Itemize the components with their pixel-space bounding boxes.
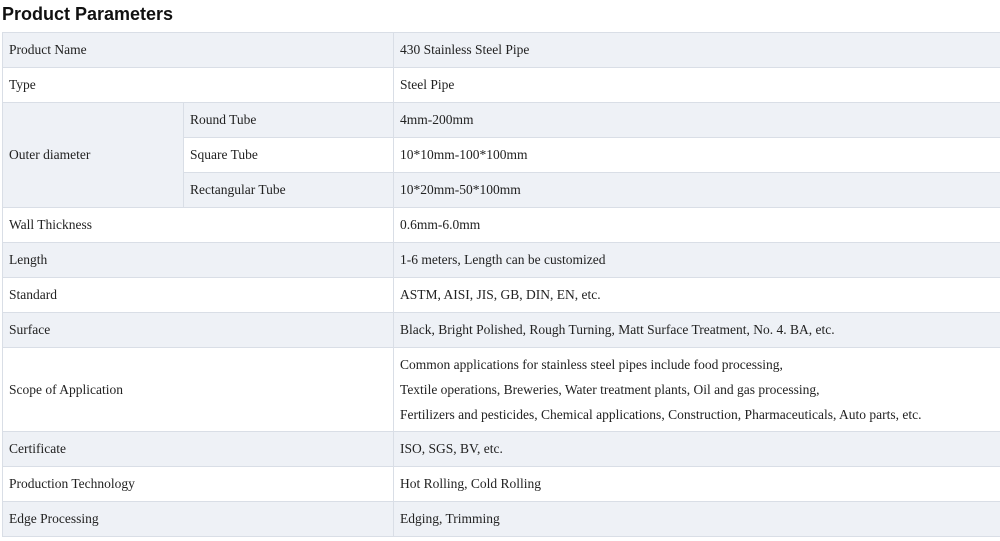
table-row-edge-processing xyxy=(3,502,1000,537)
table-row-wall-thickness xyxy=(3,208,1000,243)
param-value: 4mm-200mm xyxy=(394,103,1000,138)
scope-line: Common applications for stainless steel pipes include food processing, xyxy=(400,357,783,372)
param-value: Hot Rolling, Cold Rolling xyxy=(394,467,1000,502)
param-sublabel: Rectangular Tube xyxy=(184,173,394,208)
table-row-surface xyxy=(3,313,1000,348)
param-label: Product Name xyxy=(3,33,394,68)
param-value: Black, Bright Polished, Rough Turning, Matt Surface Treatment, No. 4. BA, etc. xyxy=(394,313,1000,348)
param-label: Length xyxy=(3,243,394,278)
param-label: Surface xyxy=(3,313,394,348)
param-value-multiline xyxy=(394,348,1000,432)
param-label-outer-diameter: Outer diameter xyxy=(3,103,184,208)
param-value: Edging, Trimming xyxy=(394,502,1000,537)
param-value: 0.6mm-6.0mm xyxy=(394,208,1000,243)
param-value: 430 Stainless Steel Pipe xyxy=(394,33,1000,68)
param-label: Standard xyxy=(3,278,394,313)
table-row-type xyxy=(3,68,1000,103)
param-label: Type xyxy=(3,68,394,103)
param-value: 1-6 meters, Length can be customized xyxy=(394,243,1000,278)
table-row-scope xyxy=(3,348,1000,432)
param-value: 10*20mm-50*100mm xyxy=(394,173,1000,208)
param-label: Edge Processing xyxy=(3,502,394,537)
param-label: Certificate xyxy=(3,432,394,467)
table-row-certificate xyxy=(3,432,1000,467)
param-value: ASTM, AISI, JIS, GB, DIN, EN, etc. xyxy=(394,278,1000,313)
scope-line: Fertilizers and pesticides, Chemical applications, Construction, Pharmaceuticals, Auto parts, etc. xyxy=(400,407,922,422)
param-label: Wall Thickness xyxy=(3,208,394,243)
param-value: 10*10mm-100*100mm xyxy=(394,138,1000,173)
table-row-standard xyxy=(3,278,1000,313)
param-sublabel: Square Tube xyxy=(184,138,394,173)
product-parameters-table xyxy=(2,32,1000,537)
param-label: Production Technology xyxy=(3,467,394,502)
table-row-product-name xyxy=(3,33,1000,68)
param-value: ISO, SGS, BV, etc. xyxy=(394,432,1000,467)
param-label: Scope of Application xyxy=(3,348,394,432)
table-row-round-tube xyxy=(3,103,1000,138)
page-title: Product Parameters xyxy=(2,4,174,24)
param-sublabel: Round Tube xyxy=(184,103,394,138)
table-row-production-technology xyxy=(3,467,1000,502)
table-row-length xyxy=(3,243,1000,278)
scope-line: Textile operations, Breweries, Water treatment plants, Oil and gas processing, xyxy=(400,382,820,397)
param-value: Steel Pipe xyxy=(394,68,1000,103)
